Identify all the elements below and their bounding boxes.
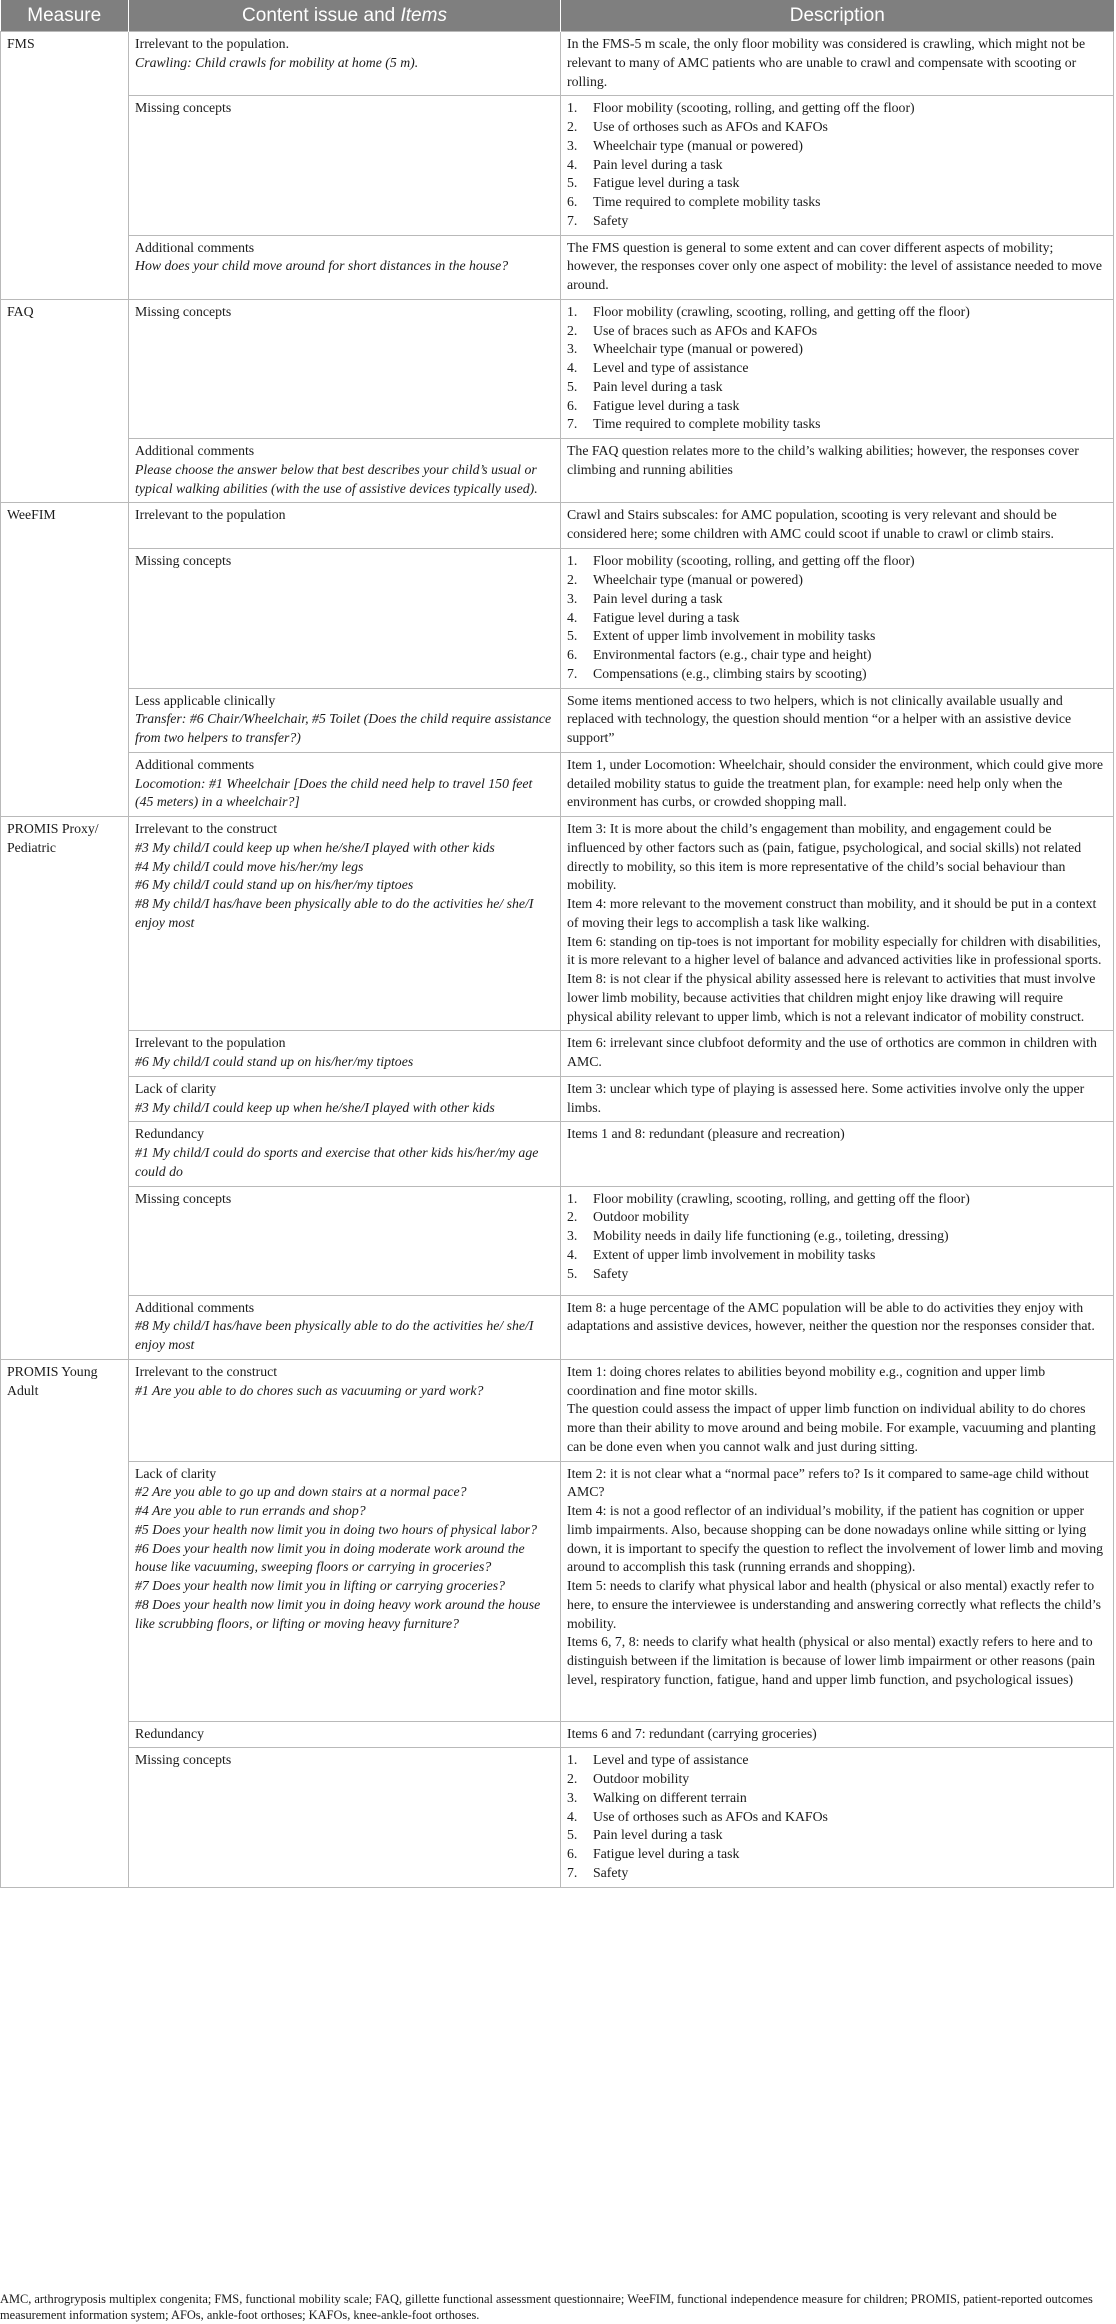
list-number: 6. [567,397,578,413]
table-row [1,235,1114,299]
list-item [567,212,1107,231]
content-issue-cell [129,299,561,438]
table-row [1,1031,1114,1077]
list-item [567,627,1107,646]
missing-concepts-list [567,99,1107,230]
table-row [1,549,1114,688]
list-item [567,609,1107,628]
item-text: #2 Are you able to go up and down stairs at a normal pace? [135,1484,467,1500]
description-cell [561,299,1114,438]
list-text: Floor mobility (scooting, rolling, and getting off the floor) [593,553,915,569]
list-item [567,1770,1107,1789]
list-item [567,397,1107,416]
content-issue-cell [129,235,561,299]
content-issue-cell [129,752,561,816]
list-item [567,1864,1107,1883]
header-measure: Measure [1,0,129,32]
list-item [567,1789,1107,1808]
list-text: Safety [593,1864,629,1880]
list-item [567,137,1107,156]
table-row [1,1076,1114,1122]
description-text: Item 1: doing chores relates to abilities beyond mobility e.g., cognition and upper limb coordination and fine motor skills. [567,1363,1046,1398]
list-text: Safety [593,1265,629,1281]
list-item [567,571,1107,590]
description-cell [561,1076,1114,1122]
description-cell [561,1186,1114,1295]
description-cell [561,235,1114,299]
list-text: Level and type of assistance [593,360,749,375]
item-text: #4 Are you able to run errands and shop? [135,1503,366,1518]
description-cell [561,1295,1114,1359]
description-cell [561,32,1114,96]
list-number: 1. [567,1752,578,1768]
list-number: 1. [567,100,578,116]
item-text: #8 My child/I has/have been physically able to do the activities he/ she/I enjoy most [135,896,534,930]
description-cell [561,688,1114,752]
description-text: Item 3: unclear which type of playing is assessed here. Some activities involve only the upper limbs. [567,1080,1085,1115]
description-text: Item 1, under Locomotion: Wheelchair, should consider the environment, which could give more detailed mobility status to guide the treatment plan, for example: need help only when the environment has curbs, or crowded shopping mall. [567,756,1103,810]
issue-type: Missing concepts [135,1752,232,1768]
measure-cell: FAQ [1,299,129,503]
description-cell [561,1122,1114,1186]
list-number: 5. [567,628,578,644]
description-text: Some items mentioned access to two helpers, which is not clinically available usually and replaced with technology, the question should mention “or a helper with an assistive device support” [567,692,1072,745]
description-text: Item 3: It is more about the child’s engagement than mobility, and engagement could be influenced by other factors such as (pain, fatigue, psychological, and social skills) not related directly to mobility, so this item is more representative of the child’s social behaviour than mobility. [567,821,1082,893]
content-issue-cell [129,503,561,549]
list-item [567,552,1107,571]
issue-type: Irrelevant to the construct [135,821,278,836]
list-number: 7. [567,665,578,681]
list-text: Wheelchair type (manual or powered) [593,572,803,587]
table-row [1,1186,1114,1295]
description-cell [561,817,1114,1031]
content-issue-cell [129,688,561,752]
item-text: #6 My child/I could stand up on his/her/my tiptoes [135,1054,414,1069]
list-text: Safety [593,212,629,228]
content-issue-cell [129,1461,561,1721]
list-text: Fatigue level during a task [593,609,740,625]
list-number: 4. [567,609,578,625]
measure-cell: PROMIS Proxy/ Pediatric [1,817,129,1360]
list-text: Level and type of assistance [593,1752,749,1768]
table-row [1,1721,1114,1748]
list-text: Pain level during a task [593,378,723,394]
list-text: Fatigue level during a task [593,1846,740,1861]
issue-type: Irrelevant to the population [135,507,286,523]
list-text: Time required to complete mobility tasks [593,416,821,432]
list-item [567,1227,1107,1246]
issue-type: Additional comments [135,443,255,458]
table-row [1,688,1114,752]
list-item [567,359,1107,378]
list-item [567,590,1107,609]
list-number: 3. [567,341,578,357]
list-text: Walking on different terrain [593,1789,747,1805]
list-item [567,340,1107,359]
list-text: Extent of upper limb involvement in mobility tasks [593,1246,876,1262]
description-cell [561,1031,1114,1077]
list-text: Wheelchair type (manual or powered) [593,341,803,357]
content-issue-cell [129,96,561,235]
list-number: 2. [567,322,578,338]
item-text: #5 Does your health now limit you in doing two hours of physical labor? [135,1521,538,1537]
list-number: 5. [567,1827,578,1843]
list-item [567,646,1107,665]
description-text: Item 6: irrelevant since clubfoot deformity and the use of orthotics are common in children with AMC. [567,1035,1097,1069]
list-number: 1. [567,553,578,569]
content-issue-cell [129,1186,561,1295]
list-number: 6. [567,647,578,662]
list-number: 7. [567,416,578,432]
list-item [567,303,1107,322]
missing-concepts-list [567,1751,1107,1882]
item-text: #6 Does your health now limit you in doing moderate work around the house like vacuuming, sweeping floors or carrying in groceries? [135,1540,525,1575]
measure-cell: PROMIS Young Adult [1,1359,129,1887]
list-number: 2. [567,1209,578,1225]
list-number: 4. [567,156,578,172]
missing-concepts-list [567,303,1107,434]
item-text: #6 My child/I could stand up on his/her/my tiptoes [135,877,414,893]
table-row [1,1359,1114,1461]
issue-type: Lack of clarity [135,1080,217,1096]
item-text: How does your child move around for short distances in the house? [135,258,509,274]
table-row [1,817,1114,1031]
list-number: 4. [567,1808,578,1824]
item-text: #1 My child/I could do sports and exercise that other kids his/her/my age could do [135,1145,539,1179]
list-item [567,193,1107,212]
list-item [567,174,1107,193]
list-item [567,378,1107,397]
list-number: 5. [567,175,578,191]
description-text: Items 1 and 8: redundant (pleasure and recreation) [567,1126,845,1142]
list-item [567,1190,1107,1209]
header-description: Description [561,0,1114,32]
description-text: Item 6: standing on tip-toes is not important for mobility especially for children with disabilities, it is more relevant to a higher level of balance and advanced activities like in professional sports. [567,933,1102,968]
list-number: 2. [567,1771,578,1786]
table-header-row [1,0,1114,32]
content-issue-cell [129,1295,561,1359]
list-item [567,1265,1107,1284]
issue-type: Redundancy [135,1725,204,1741]
measure-cell: WeeFIM [1,503,129,817]
list-item [567,1246,1107,1265]
item-text: #3 My child/I could keep up when he/she/I played with other kids [135,1099,495,1115]
table-row [1,1122,1114,1186]
item-text: #8 Does your health now limit you in doing heavy work around the house like scrubbing floors, or lifting or moving heavy furniture? [135,1596,541,1631]
missing-concepts-list [567,1190,1107,1284]
list-item [567,99,1107,118]
content-issue-cell [129,549,561,688]
list-text: Environmental factors (e.g., chair type and height) [593,647,872,662]
content-issue-cell [129,1031,561,1077]
list-text: Outdoor mobility [593,1771,690,1786]
issue-type: Additional comments [135,756,255,772]
description-text: Item 4: more relevant to the movement construct than mobility, and it should be put in a context of moving their legs to accomplish a task like walking. [567,896,1097,930]
list-text: Use of braces such as AFOs and KAFOs [593,322,818,338]
item-text: Please choose the answer below that best describes your child’s usual or typical walking abilities (with the use of assistive devices typically used). [135,461,538,496]
item-text: Crawling: Child crawls for mobility at home (5 m). [135,54,419,70]
content-issue-cell [129,1076,561,1122]
list-text: Time required to complete mobility tasks [593,194,821,209]
item-text: Locomotion: #1 Wheelchair [Does the child need help to travel 150 feet (45 meters) in a wheelchair?] [135,775,533,810]
table-row [1,503,1114,549]
issue-type: Lack of clarity [135,1465,217,1481]
content-issue-cell [129,1748,561,1887]
item-text: #3 My child/I could keep up when he/she/I played with other kids [135,839,495,855]
description-cell [561,503,1114,549]
issue-type: Redundancy [135,1126,204,1142]
description-text: The question could assess the impact of upper limb function on individual ability to do chores more than their ability to move around and being mobile. For example, vacuuming and planting can be done even when you cannot walk and just during sitting. [567,1401,1096,1454]
list-number: 3. [567,1789,578,1805]
list-text: Pain level during a task [593,156,723,172]
list-number: 7. [567,212,578,228]
description-text: Item 4: is not a good reflector of an individual’s mobility, if the patient has cognition or upper limb impairments. Also, because shopping can be done nowadays online while sitting or lying down, it is important to specify the question to reflect the involvement of lower limb and moving around to accomplish this task (running errands and shopping). [567,1503,1104,1575]
description-text: The FMS question is general to some extent and can cover different aspects of mobility; however, the responses cover only one aspect of mobility: the level of assistance needed to move around. [567,239,1103,292]
description-cell [561,549,1114,688]
list-text: Floor mobility (crawling, scooting, rolling, and getting off the floor) [593,1190,970,1206]
issue-type: Additional comments [135,239,255,255]
list-item [567,1208,1107,1227]
item-text: #1 Are you able to do chores such as vacuuming or yard work? [135,1382,484,1398]
list-text: Fatigue level during a task [593,397,740,413]
list-text: Mobility needs in daily life functioning (e.g., toileting, dressing) [593,1228,949,1243]
list-number: 5. [567,378,578,394]
description-text: Items 6 and 7: redundant (carrying groceries) [567,1725,817,1741]
issue-type: Less applicable clinically [135,692,276,708]
list-number: 4. [567,1246,578,1262]
issue-type: Irrelevant to the construct [135,1363,278,1379]
item-text: #7 Does your health now limit you in lifting or carrying groceries? [135,1578,506,1593]
list-item [567,156,1107,175]
table-row [1,1748,1114,1887]
list-number: 6. [567,1846,578,1861]
table-body [1,32,1114,1888]
list-number: 7. [567,1864,578,1880]
list-number: 2. [567,572,578,587]
list-number: 1. [567,303,578,319]
list-item [567,1808,1107,1827]
measure-cell: FMS [1,32,129,300]
table-row [1,96,1114,235]
list-text: Wheelchair type (manual or powered) [593,137,803,153]
list-text: Fatigue level during a task [593,175,740,191]
description-text: Item 8: a huge percentage of the AMC population will be able to do activities they enjoy with adaptations and assistive devices, however, neither the question nor the responses consider that. [567,1299,1095,1334]
issue-type: Irrelevant to the population. [135,36,290,51]
table-row [1,439,1114,503]
header-items-emphasis: Items [400,4,447,26]
description-text: Item 8: is not clear if the physical ability assessed here is relevant to activities that must involve lower limb mobility, because activities that children might enjoy like drawing will require physical ability relevant to upper limb, which is not a relevant indicator of mobility construct. [567,971,1096,1024]
item-text: Transfer: #6 Chair/Wheelchair, #5 Toilet (Does the child require assistance from two helpers to transfer?) [135,711,552,745]
list-text: Use of orthoses such as AFOs and KAFOs [593,119,828,134]
content-issue-cell [129,439,561,503]
list-text: Outdoor mobility [593,1209,690,1225]
description-cell [561,752,1114,816]
description-cell [561,96,1114,235]
issue-type: Irrelevant to the population [135,1035,286,1051]
table-footnote: AMC, arthrogryposis multiplex congenita; FMS, functional mobility scale; FAQ, gillette functional assessment questionnaire; WeeFIM, functional independence measure for children; PROMIS, patient-reported outcomes measurement information system; AFOs, ankle-foot orthoses; KAFOs, knee-ankle-foot orthoses. [0,2292,1093,2323]
list-text: Use of orthoses such as AFOs and KAFOs [593,1808,828,1824]
content-issue-cell [129,1359,561,1461]
content-issue-cell [129,1721,561,1748]
description-text: Item 2: it is not clear what a “normal pace” refers to? Is it compared to same-age child without AMC? [567,1465,1089,1500]
header-content-issue [129,0,561,32]
list-item [567,1826,1107,1845]
list-number: 2. [567,119,578,134]
description-cell [561,1721,1114,1748]
description-text: The FAQ question relates more to the child’s walking abilities; however, the responses cover climbing and running abilities [567,443,1079,477]
missing-concepts-list [567,552,1107,683]
description-text: Items 6, 7, 8: needs to clarify what health (physical or also mental) exactly refers to here and to distinguish between if the limitation is because of lower limb impairment or other reasons (pain level, respiratory function, fatigue, hand and upper limb function, and psychological issues) [567,1634,1095,1687]
list-item [567,322,1107,341]
list-item [567,415,1107,434]
table-row [1,752,1114,816]
issue-type: Missing concepts [135,303,232,319]
list-number: 5. [567,1265,578,1281]
description-text: In the FMS-5 m scale, the only floor mobility was considered is crawling, which might not be relevant to many of AMC patients who are unable to crawl and compensate with scooting or rolling. [567,36,1086,89]
description-cell [561,439,1114,503]
table-row [1,1295,1114,1359]
list-text: Floor mobility (scooting, rolling, and getting off the floor) [593,100,915,116]
list-number: 3. [567,1228,578,1243]
description-text: Item 5: needs to clarify what physical labor and health (physical or also mental) exactly refer to here, to ensure the interviewee is understanding and answering correctly what reflects the child’s mobility. [567,1578,1102,1631]
list-text: Pain level during a task [593,590,723,606]
description-text: Crawl and Stairs subscales: for AMC population, scooting is very relevant and should be considered here; some children with AMC could scoot if unable to crawl or climb stairs. [567,507,1057,541]
list-number: 4. [567,360,578,375]
list-text: Pain level during a task [593,1827,723,1843]
list-text: Extent of upper limb involvement in mobility tasks [593,628,876,644]
list-text: Floor mobility (crawling, scooting, rolling, and getting off the floor) [593,303,970,319]
list-number: 3. [567,590,578,606]
list-item [567,665,1107,684]
item-text: #4 My child/I could move his/her/my legs [135,858,364,874]
description-cell [561,1461,1114,1721]
table-row [1,32,1114,96]
issue-type: Additional comments [135,1299,255,1315]
list-number: 1. [567,1190,578,1206]
content-issue-cell [129,817,561,1031]
list-number: 3. [567,137,578,153]
issue-type: Missing concepts [135,553,232,569]
content-issue-cell [129,32,561,96]
list-item [567,1845,1107,1864]
issue-type: Missing concepts [135,100,232,116]
list-item [567,1751,1107,1770]
description-cell [561,1748,1114,1887]
issue-type: Missing concepts [135,1190,232,1206]
item-text: #8 My child/I has/have been physically able to do the activities he/ she/I enjoy most [135,1318,534,1352]
header-content-issue-text: Content issue and Items [242,4,447,26]
description-cell [561,1359,1114,1461]
list-text: Compensations (e.g., climbing stairs by scooting) [593,665,867,681]
content-issue-cell [129,1122,561,1186]
list-number: 6. [567,194,578,209]
list-item [567,118,1107,137]
table-row [1,1461,1114,1721]
table-row [1,299,1114,438]
